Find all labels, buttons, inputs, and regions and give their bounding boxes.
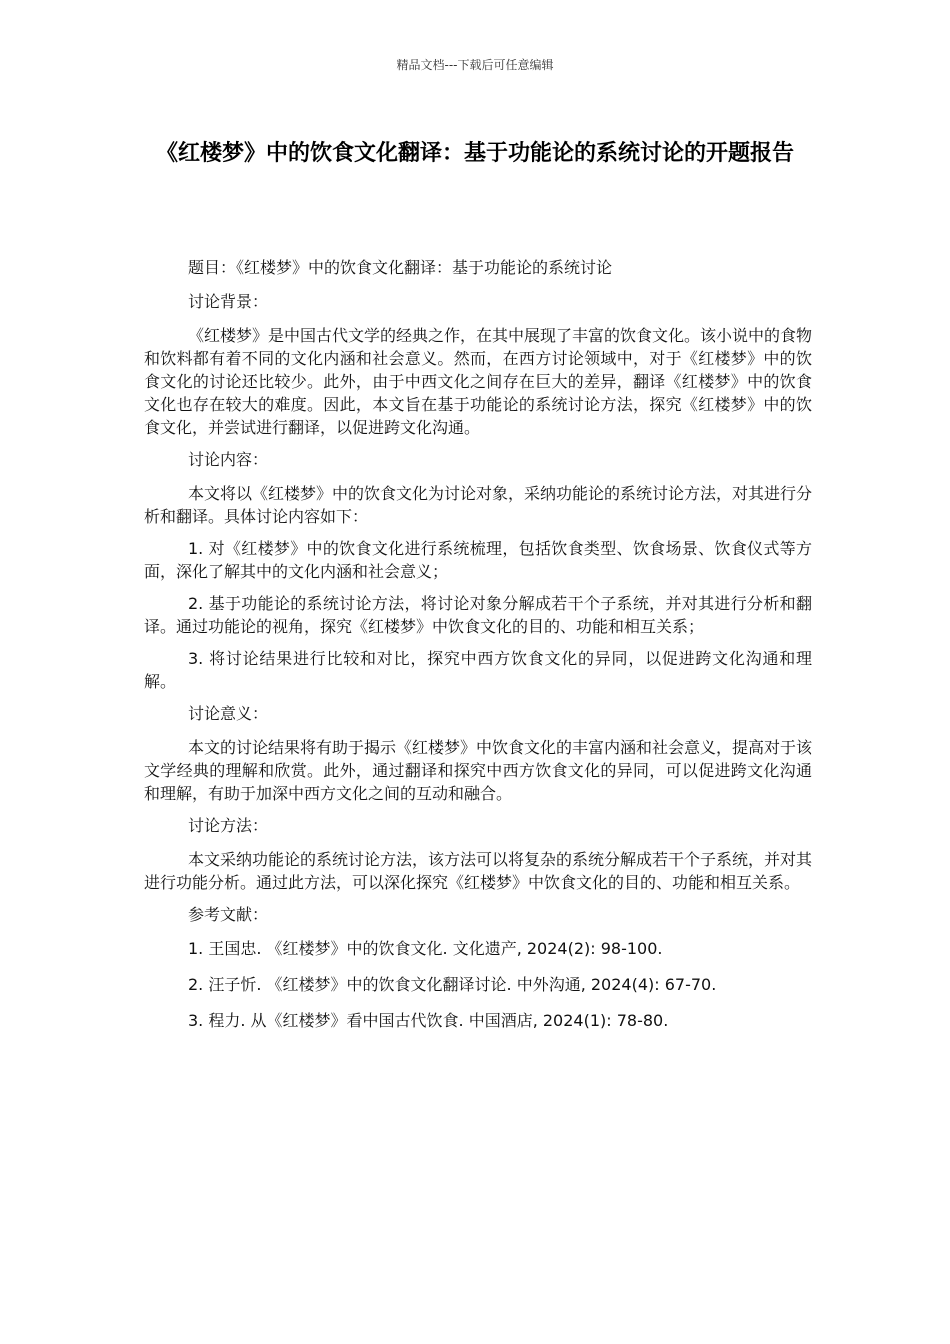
document-title: 《红楼梦》中的饮食文化翻译：基于功能论的系统讨论的开题报告 — [155, 141, 794, 166]
significance-text: 本文的讨论结果将有助于揭示《红楼梦》中饮食文化的丰富内涵和社会意义，提高对于该文学经典的理解和欣赏。此外，通过翻译和探究中西方饮食文化的异同，可以促进跨文化沟通和理解，有助于加深中西方文化之间的互动和融合。 — [144, 738, 813, 803]
topic-line: 题目：《红楼梦》中的饮食文化翻译：基于功能论的系统讨论 — [188, 258, 613, 277]
content-item: 1. 对《红楼梦》中的饮食文化进行系统梳理，包括饮食类型、饮食场景、饮食仪式等方面，深化了解其中的文化内涵和社会意义； — [144, 539, 812, 581]
background-text: 《红楼梦》是中国古代文学的经典之作，在其中展现了丰富的饮食文化。该小说中的食物和饮料都有着不同的文化内涵和社会意义。然而，在西方讨论领域中，对于《红楼梦》中的饮食文化的讨论还比较少。此外，由于中西文化之间存在巨大的差异，翻译《红楼梦》中的饮食文化也存在较大的难度。因此，本文旨在基于功能论的系统讨论方法，探究《红楼梦》中的饮食文化，并尝试进行翻译，以促进跨文化沟通。 — [144, 326, 813, 437]
reference-item: 3. 程力. 从《红楼梦》看中国古代饮食. 中国酒店, 2024(1): 78-80. — [188, 1011, 669, 1030]
content-label: 讨论内容： — [188, 450, 269, 469]
reference-item: 2. 汪子忻. 《红楼梦》中的饮食文化翻译讨论. 中外沟通, 2024(4): 67-70. — [188, 975, 717, 994]
method-text: 本文采纳功能论的系统讨论方法，该方法可以将复杂的系统分解成若干个子系统，并对其进行功能分析。通过此方法，可以深化探究《红楼梦》中饮食文化的目的、功能和相互关系。 — [144, 850, 813, 892]
content-item: 3. 将讨论结果进行比较和对比，探究中西方饮食文化的异同，以促进跨文化沟通和理解。 — [144, 649, 812, 691]
content-item: 2. 基于功能论的系统讨论方法，将讨论对象分解成若干个子系统，并对其进行分析和翻译。通过功能论的视角，探究《红楼梦》中饮食文化的目的、功能和相互关系； — [144, 594, 812, 636]
header-note: 精品文档---下载后可任意编辑 — [396, 58, 554, 72]
content-intro: 本文将以《红楼梦》中的饮食文化为讨论对象，采纳功能论的系统讨论方法，对其进行分析和翻译。具体讨论内容如下： — [144, 484, 813, 526]
method-label: 讨论方法： — [188, 816, 269, 835]
references-label: 参考文献： — [188, 905, 269, 924]
significance-label: 讨论意义： — [188, 704, 269, 723]
document-body — [144, 256, 812, 1045]
background-label: 讨论背景： — [188, 292, 269, 311]
reference-item: 1. 王国忠. 《红楼梦》中的饮食文化. 文化遗产, 2024(2): 98-100. — [188, 939, 663, 958]
